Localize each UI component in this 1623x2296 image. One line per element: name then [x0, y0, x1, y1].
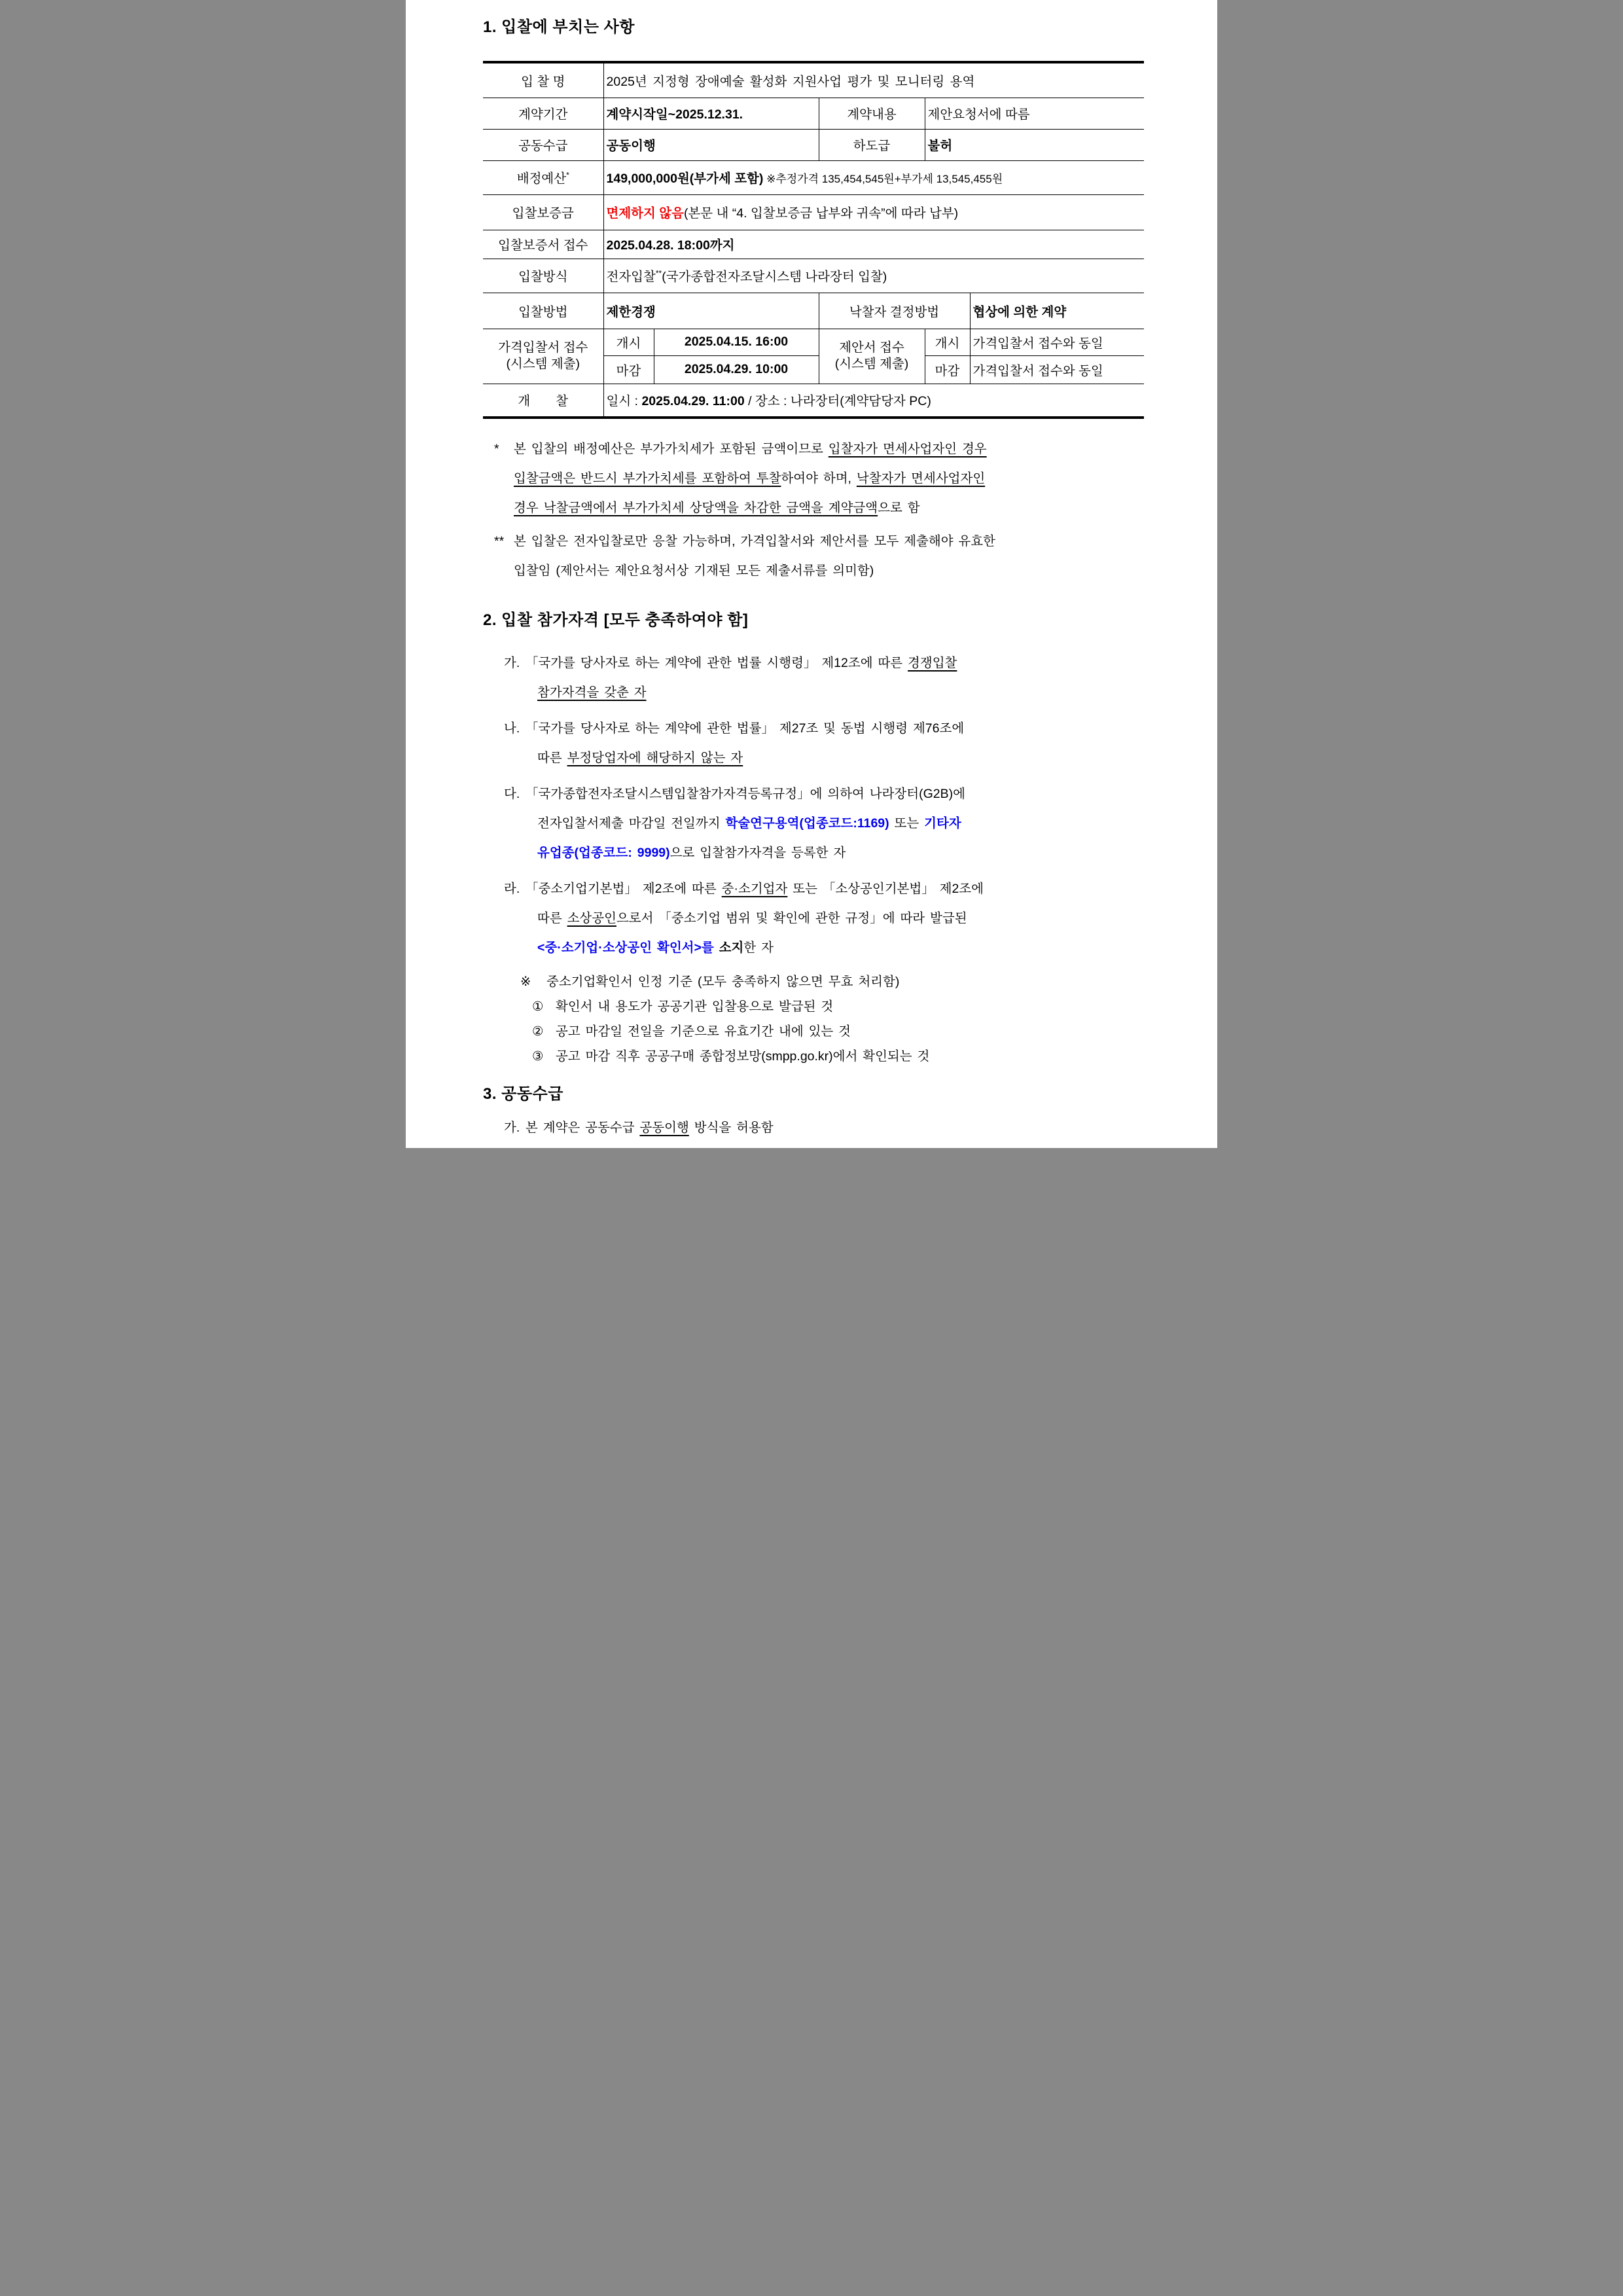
section1-title: 1. 입찰에 부치는 사항	[483, 18, 635, 36]
footnote-line: 입찰임 (제안서는 제안요청서상 기재된 모든 제출서류를 의미함)	[514, 564, 874, 578]
bond-receipt-value: 2025.04.28. 18:00까지	[603, 230, 1144, 259]
proposal-receipt-label	[819, 329, 925, 384]
price-bid-close-datetime: 2025.04.29. 10:00	[654, 355, 819, 384]
item-line: 따른 부정당업자에 해당하지 않는 자	[537, 751, 743, 765]
qualification-item-ga	[483, 649, 1144, 708]
price-bid-receipt-label	[483, 329, 603, 384]
contract-content-value: 제안요청서에 따름	[925, 98, 1144, 129]
item-line: 본 계약은 공동수급 공동이행 방식을 허용함	[526, 1121, 774, 1135]
joint-supply-value: 공동이행	[603, 129, 819, 160]
bid-type-value: 제한경쟁	[603, 293, 819, 329]
bond-receipt-label: 입찰보증서 접수	[483, 230, 603, 259]
item-marker: 가.	[504, 1121, 520, 1135]
price-bid-close-label: 마감	[603, 355, 654, 384]
award-decision-label: 낙찰자 결정방법	[819, 293, 970, 329]
item-line: 「국가종합전자조달시스템입찰참가자격등록규정」에 의하여 나라장터(G2B)에	[526, 787, 965, 801]
footnote-electronic-bid	[483, 527, 1144, 586]
footnote-marker: *	[494, 442, 499, 456]
bid-type-label: 입찰방법	[483, 293, 603, 329]
table-row	[483, 160, 1144, 194]
item-line: 참가자격을 갖춘 자	[537, 685, 647, 700]
price-bid-receipt-label-line2: (시스템 제출)	[506, 357, 580, 371]
qualification-item-ra	[483, 874, 1144, 963]
award-decision-value: 협상에 의한 계약	[970, 293, 1144, 329]
joint-supply-item-ga	[483, 1113, 1144, 1143]
circled-number: ②	[532, 1024, 544, 1039]
proposal-receipt-label-line2: (시스템 제출)	[834, 357, 909, 371]
document-page	[406, 0, 1217, 1148]
footnote-line: 본 입찰의 배정예산은 부가가치세가 포함된 금액이므로 입찰자가 면세사업자인 경우	[514, 442, 987, 456]
section2-title: 2. 입찰 참가자격 [모두 충족하여야 함]	[483, 611, 749, 629]
item-line: 유업종(업종코드: 9999)으로 입찰참가자격을 등록한 자	[537, 846, 846, 860]
item-marker: 라.	[504, 882, 520, 896]
proposal-receipt-label-line1: 제안서 접수	[839, 340, 904, 355]
item-line: 따른 소상공인으로서 「중소기업 범위 및 확인에 관한 규정」에 따라 발급된	[537, 911, 967, 925]
contract-content-label: 계약내용	[819, 98, 925, 129]
sme-certificate-note	[483, 969, 1144, 994]
circled-number: ①	[532, 999, 544, 1014]
bid-opening-label: 개 찰	[483, 384, 603, 418]
bid-name-label: 입 찰 명	[483, 62, 603, 98]
item-line: <중·소기업·소상공인 확인서>를 소지한 자	[537, 941, 774, 955]
table-row	[483, 384, 1144, 418]
sme-criteria-3	[483, 1044, 1144, 1069]
table-row	[483, 129, 1144, 160]
section3-title: 3. 공동수급	[483, 1085, 563, 1103]
contract-period-label: 계약기간	[483, 98, 603, 129]
table-row	[483, 194, 1144, 230]
footnote-line: 경우 낙찰금액에서 부가가치세 상당액을 차감한 금액을 계약금액으로 함	[514, 501, 920, 515]
proposal-close-label: 마감	[925, 355, 970, 384]
proposal-open-value: 가격입찰서 접수와 동일	[970, 329, 1144, 355]
bid-name-value: 2025년 지정형 장애예술 활성화 지원사업 평가 및 모니터링 용역	[603, 62, 1144, 98]
contract-period-value: 계약시작일~2025.12.31.	[603, 98, 819, 129]
item-line: 「국가를 당사자로 하는 계약에 관한 법률」 제27조 및 동법 시행령 제76조에	[526, 721, 965, 736]
criteria-line: 공고 마감일 전일을 기준으로 유효기간 내에 있는 것	[556, 1024, 851, 1039]
reference-mark: ※	[520, 975, 531, 989]
sme-criteria-2	[483, 1019, 1144, 1044]
item-line: 「국가를 당사자로 하는 계약에 관한 법률 시행령」 제12조에 따른 경쟁입찰	[526, 656, 957, 670]
table-row	[483, 98, 1144, 129]
bid-bond-value: 면제하지 않음(본문 내 “4. 입찰보증금 납부와 귀속”에 따라 납부)	[603, 194, 1144, 230]
subcontract-value: 불허	[925, 129, 1144, 160]
bid-opening-value: 일시 : 2025.04.29. 11:00 / 장소 : 나라장터(계약담당자 PC)	[603, 384, 1144, 418]
subcontract-label: 하도급	[819, 129, 925, 160]
bid-method-label: 입찰방식	[483, 259, 603, 293]
bid-method-value: 전자입찰**(국가종합전자조달시스템 나라장터 입찰)	[603, 259, 1144, 293]
bid-bond-label: 입찰보증금	[483, 194, 603, 230]
item-marker: 나.	[504, 721, 520, 736]
item-marker: 가.	[504, 656, 520, 670]
budget-value: 149,000,000원(부가세 포함) ※추정가격 135,454,545원+부가세 13,545,455원	[603, 160, 1144, 194]
price-bid-open-datetime: 2025.04.15. 16:00	[654, 329, 819, 355]
table-row	[483, 230, 1144, 259]
table-row	[483, 293, 1144, 329]
qualification-item-da	[483, 780, 1144, 868]
item-line: 「중소기업기본법」 제2조에 따른 중·소기업자 또는 「소상공인기본법」 제2조에	[526, 882, 984, 896]
price-bid-open-label: 개시	[603, 329, 654, 355]
qualification-item-na	[483, 714, 1144, 773]
criteria-line: 공고 마감 직후 공공구매 종합정보망(smpp.go.kr)에서 확인되는 것	[556, 1049, 930, 1064]
sme-criteria-1	[483, 994, 1144, 1019]
joint-supply-label: 공동수급	[483, 129, 603, 160]
budget-label: 배정예산*	[483, 160, 603, 194]
table-row	[483, 329, 1144, 355]
footnote-budget-vat	[483, 435, 1144, 523]
proposal-open-label: 개시	[925, 329, 970, 355]
footnote-line: 입찰금액은 반드시 부가가치세를 포함하여 투찰하여야 하며, 낙찰자가 면세사업자인	[514, 471, 986, 486]
bid-info-table	[483, 61, 1144, 419]
footnote-marker: **	[494, 534, 505, 548]
table-row	[483, 62, 1144, 98]
circled-number: ③	[532, 1049, 544, 1064]
footnote-line: 본 입찰은 전자입찰로만 응찰 가능하며, 가격입찰서와 제안서를 모두 제출해야 유효한	[514, 534, 995, 548]
item-marker: 다.	[504, 787, 520, 801]
note-line: 중소기업확인서 인정 기준 (모두 충족하지 않으면 무효 처리함)	[546, 975, 900, 989]
item-line: 전자입찰서제출 마감일 전일까지 학술연구용역(업종코드:1169) 또는 기타자	[537, 816, 961, 831]
proposal-close-value: 가격입찰서 접수와 동일	[970, 355, 1144, 384]
table-row	[483, 259, 1144, 293]
price-bid-receipt-label-line1: 가격입찰서 접수	[498, 340, 588, 355]
criteria-line: 확인서 내 용도가 공공기관 입찰용으로 발급된 것	[556, 999, 834, 1014]
